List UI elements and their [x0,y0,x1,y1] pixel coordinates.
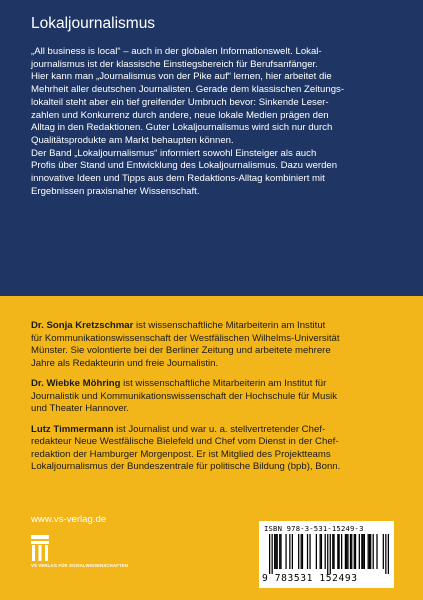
author-bio-first-line [31,320,403,333]
author-bio [31,378,403,416]
barcode-bar [330,534,331,574]
blurb-line: journalismus ist der klassische Einstiegsbereich für Berufsanfänger. [31,58,318,70]
blurb-line: zahlen und Konkurrenz durch andere, neue lokale Medien prägen den [31,109,329,121]
publisher-logo [31,535,191,571]
barcode-bar [292,534,293,569]
barcode-bar [279,534,280,569]
barcode-bar [368,534,369,569]
author-bio-first-line [31,424,403,437]
author-bios [31,320,403,482]
author-bio-line: redaktion der Hamburger Morgenpost. Er ist Mitglied des Projektteams [31,448,331,460]
barcode-bar [369,534,370,569]
barcode-bar [289,534,290,569]
blurb-line: Hier kann man „Journalismus von der Pike auf“ lernen, hier arbeitet die [31,71,332,83]
barcode-bar [361,534,362,569]
barcode-bar [298,534,299,569]
blurb-line: Mehrheit aller deutschen Journalisten. Gerade dem klassischen Zeitungs- [31,84,345,96]
author-name: Dr. Wiebke Möhring [31,378,121,389]
barcode-bar [327,534,328,574]
barcode-bar [351,534,352,569]
barcode-bar [272,534,273,574]
barcode-bar [285,534,286,569]
blurb-line: lokalteil steht aber ein tief greifender Umbruch bevor: Sinkende Leser- [31,96,329,108]
blue-panel [0,0,423,296]
book-title: Lokaljournalismus [31,15,156,32]
barcode-bar [354,534,355,569]
blurb-line: Der Band „Lokaljournalismus“ informiert sowohl Einsteiger als auch [31,147,317,159]
barcode-bar [364,534,365,569]
blurb-line: „All business is local“ – auch in der globalen Informationswelt. Lokal- [31,46,322,57]
blurb-line: Profis über Stand und Entwicklung des Lokaljournalismus. Dazu werden [31,160,338,172]
barcode-bar [362,534,363,569]
author-bio-line: Journalistik und Kommunikationswissenschaft der Hochschule für Musik [31,390,338,402]
barcode-bar [347,534,348,569]
author-bio-line: für Kommunikationswissenschaft der Westfälischen Wilhelms-Universität [31,332,340,344]
publisher-url[interactable]: www.vs-verlag.de [31,514,107,525]
barcode-bar [359,534,360,569]
author-bio-line: Lokaljournalismus der Bundeszentrale für politische Bildung (bpb), Bonn. [31,461,341,472]
barcode-bar [277,534,278,569]
publisher-name: VS VERLAG FÜR SOZIALWISSENSCHAFTEN [31,563,129,568]
barcode-bar [338,534,339,569]
barcode-bar [309,534,310,569]
author-name: Lutz Timmermann [31,423,114,435]
barcode-bar [373,534,374,569]
isbn-label: ISBN 978-3-531-15249-3 [264,524,364,533]
barcode-bar [325,534,326,569]
barcode-bar [333,534,334,569]
author-bio-line: Münster. Sie volontierte bei der Berliner Zeitung und arbeitete mehrere [31,345,331,356]
blurb-line: Alltag in den Redaktionen. Guter Lokaljournalismus wird sich nur durch [31,122,333,134]
author-bio-text: ist wissenschaftliche Mitarbeiterin am Institut für [120,378,327,389]
blurb-line: Ergebnissen praxisnaher Wissenschaft. [31,185,200,197]
barcode-bar [383,534,384,569]
author-bio-text: ist wissenschaftliche Mitarbeiterin am Institut [133,320,326,331]
author-bio-text: ist Journalist und war u. a. stellvertretender Chef- [113,423,326,435]
blurb-text [31,46,403,198]
author-bio-line: redakteur Neue Westfälische Bielefeld und Chef vom Dienst in der Chef- [31,436,339,447]
barcode-bar [376,534,377,569]
barcode-bar [316,534,317,569]
author-bio [31,424,403,474]
isbn-digits: 9 783531 152493 [262,573,358,584]
author-bio-first-line [31,378,403,391]
barcode-bar [345,534,346,569]
barcode-bar [370,534,371,569]
barcode-bar [388,534,389,574]
barcode-bar [269,534,270,574]
author-name: Dr. Sonja Kretzschmar [31,320,134,331]
barcode-bar [332,534,333,569]
author-bio-line: und Theater Hannover. [31,403,129,414]
barcode-bar [321,534,322,569]
barcode-bar [302,534,303,569]
barcode-bar [307,534,308,569]
author-bio-line: Jahre als Redakteurin und freie Journalistin. [31,357,219,369]
barcode-bar [346,534,347,569]
blurb-line: innovative Ideen und Tipps aus dem Redaktions-Alltag kombiniert mit [31,173,325,185]
barcode-bar [280,534,281,569]
barcode-bar [385,534,386,574]
barcode-icon [269,534,389,574]
barcode-bar [355,534,356,569]
barcode-bar [350,534,351,569]
barcode-bar [320,534,321,569]
barcode-bar [341,534,342,569]
isbn-barcode-box [259,521,394,588]
barcode-bar [337,534,338,569]
barcode-bar [275,534,276,569]
barcode-bar [301,534,302,569]
barcode-bar [274,534,275,569]
author-bio [31,320,403,370]
blurb-line: Qualitätsprodukte am Markt behaupten können. [31,134,234,146]
vs-verlag-logo-icon [31,535,49,561]
